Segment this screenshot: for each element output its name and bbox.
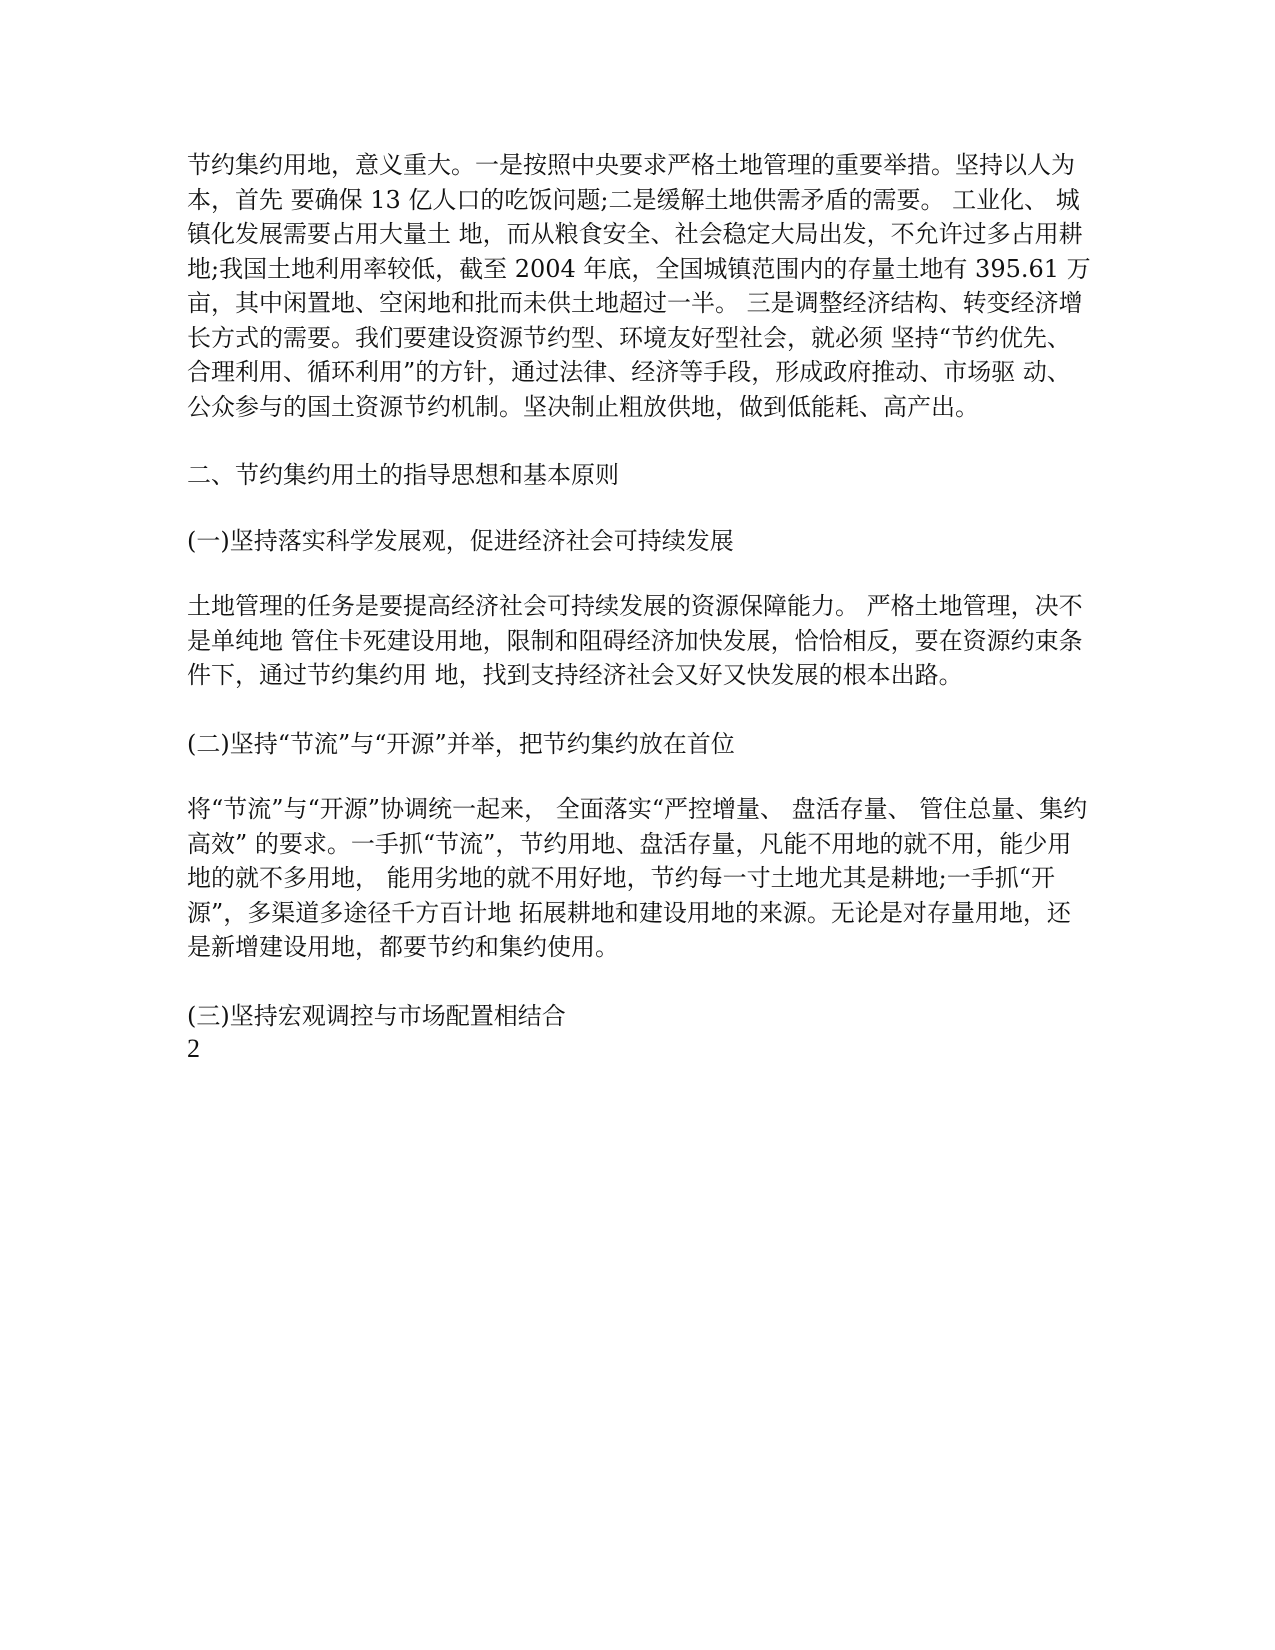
subheading-scientific-development: (一)坚持落实科学发展观，促进经济社会可持续发展	[187, 526, 734, 555]
subheading-macro-control-market: (三)坚持宏观调控与市场配置相结合	[187, 1001, 566, 1030]
paragraph-conserve-and-expand: 将“节流”与“开源”协调统一起来， 全面落实“严控增量、 盘活存量、 管住总量、集约高效” 的要求。一手抓“节流”，节约用地、盘活存量，凡能不用地的就不用，能少用地的就不多用地， 能用劣地的就不用好地，节约每一寸土地尤其是耕地;一手抓“开源”，多渠道多途径千方百计地 拓展耕地和建设用地的来源。无论是对存量用地，还是新增建设用地，都要节约和集约使用。	[187, 795, 1088, 961]
paragraph-significance: 节约集约用地，意义重大。一是按照中央要求严格土地管理的重要举措。坚持以人为本，首先 要确保 13 亿人口的吃饭问题;二是缓解土地供需矛盾的需要。 工业化、 城镇化发展需要占用大量土 地，而从粮食安全、社会稳定大局出发，不允许过多占用耕地;我国土地利用率较低，截至 2004 年底，全国城镇范围内的存量土地有 395.61 万亩，其中闲置地、空闲地和批而未供土地超过一半。 三是调整经济结构、转变经济增长方式的需要。我们要建设资源节约型、环境友好型社会，就必须 坚持“节约优先、合理利用、循环利用”的方针，通过法律、经济等手段，形成政府推动、市场驱 动、公众参与的国土资源节约机制。坚决制止粗放供地，做到低能耗、高产出。	[187, 151, 1091, 421]
section-heading-guiding-principles: 二、节约集约用土的指导思想和基本原则	[187, 461, 619, 489]
paragraph-land-management-task: 土地管理的任务是要提高经济社会可持续发展的资源保障能力。 严格土地管理，决不是单纯地 管住卡死建设用地，限制和阻碍经济加快发展，恰恰相反，要在资源约束条件下，通过节约集约用 地，找到支持经济社会又好又快发展的根本出路。	[187, 592, 1083, 689]
subheading-conserve-and-expand: (二)坚持“节流”与“开源”并举，把节约集约放在首位	[187, 729, 735, 758]
document-body	[187, 148, 1092, 1064]
page-number: 2	[187, 1034, 200, 1063]
